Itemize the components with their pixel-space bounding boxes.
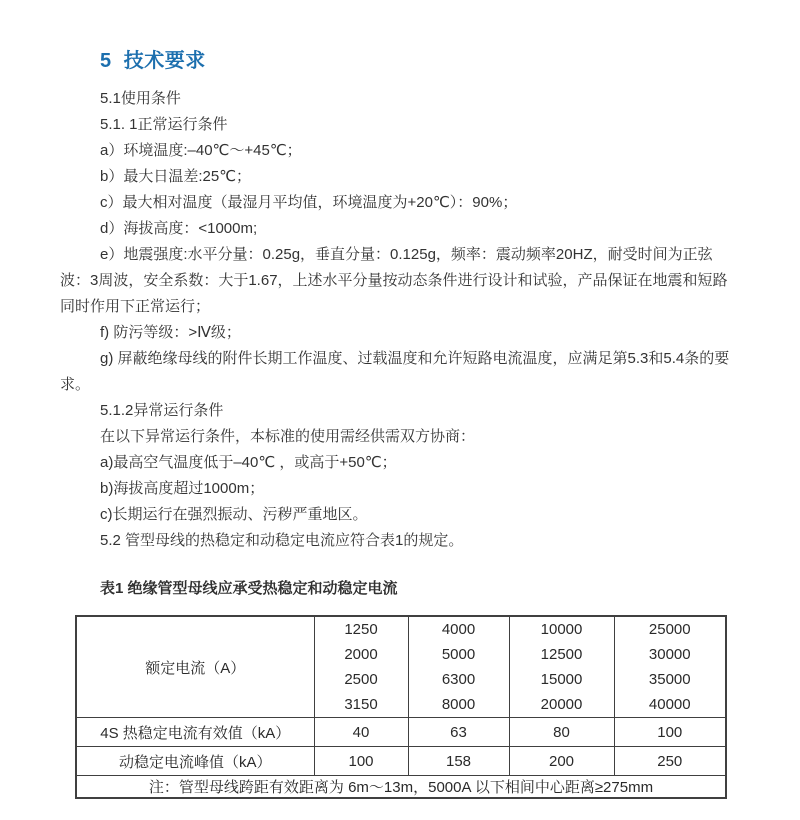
line-5-1: 5.1使用条件 (100, 90, 181, 107)
line-5-1-1: 5.1. 1正常运行条件 (100, 116, 228, 133)
rated-value: 3150 (344, 696, 378, 713)
rated-value: 2500 (344, 671, 378, 688)
rated-value: 5000 (441, 646, 476, 663)
line-5-1-2: 5.1.2异常运行条件 (100, 402, 224, 419)
cond-a: a）环境温度:–40℃～+45℃； (100, 142, 302, 159)
table-note: 注：管型母线跨距有效距离为 6m～13m，5000A 以下相间中心距离≥275mm (76, 776, 726, 799)
thermal-stability-row (76, 718, 726, 747)
rated-current-col-4 (614, 616, 726, 718)
rated-value: 30000 (648, 646, 691, 663)
thermal-value: 63 (408, 718, 509, 747)
abnormal-b: b)海拔高度超过1000m； (100, 480, 265, 497)
dynamic-stability-row (76, 747, 726, 776)
rated-current-col-1 (314, 616, 408, 718)
dynamic-value: 250 (614, 747, 726, 776)
thermal-value: 40 (314, 718, 408, 747)
rated-value: 6300 (441, 671, 476, 688)
table-caption: 表1 绝缘管型母线应承受热稳定和动稳定电流 (100, 580, 398, 597)
cond-f: f) 防污等级：>Ⅳ级； (100, 324, 241, 341)
dynamic-value: 200 (509, 747, 614, 776)
cond-c: c）最大相对温度（最湿月平均值，环境温度为+20℃）：90%； (100, 194, 518, 211)
rated-current-label: 额定电流（A） (76, 616, 314, 718)
thermal-value: 100 (614, 718, 726, 747)
rated-value: 4000 (441, 621, 476, 638)
section-title: 5 技术要求 (100, 50, 206, 72)
abnormal-intro: 在以下异常运行条件，本标准的使用需经供需双方协商： (100, 428, 476, 445)
abnormal-c: c)长期运行在强烈振动、污秽严重地区。 (100, 506, 368, 523)
cond-d: d）海拔高度：<1000m; (100, 220, 258, 237)
rated-value: 10000 (540, 621, 583, 638)
rated-value: 40000 (648, 696, 691, 713)
dynamic-stability-label: 动稳定电流峰值（kA） (76, 747, 314, 776)
rated-value: 2000 (344, 646, 378, 663)
rated-value: 25000 (648, 621, 691, 638)
rated-value: 1250 (344, 621, 378, 638)
line-5-2: 5.2 管型母线的热稳定和动稳定电流应符合表1的规定。 (100, 532, 464, 549)
dynamic-value: 100 (314, 747, 408, 776)
current-spec-table (75, 615, 727, 799)
dynamic-value: 158 (408, 747, 509, 776)
rated-value: 15000 (540, 671, 583, 688)
thermal-stability-label: 4S 热稳定电流有效值（kA） (76, 718, 314, 747)
cond-e: e）地震强度:水平分量：0.25g，垂直分量：0.125g，频率：震动频率20HZ，耐受时间为正弦波：3周波，安全系数：大于1.67，上述水平分量按动态条件进行设计和试验，产品保证在地震和短路同时作用下正常运行； (60, 246, 728, 315)
rated-value: 8000 (441, 696, 476, 713)
note-row (76, 776, 726, 799)
rated-value: 12500 (540, 646, 583, 663)
rated-value: 35000 (648, 671, 691, 688)
rated-current-col-3 (509, 616, 614, 718)
rated-current-row (76, 616, 726, 718)
abnormal-a: a)最高空气温度低于–40℃ ，或高于+50℃； (100, 454, 397, 471)
cond-g: g) 屏蔽绝缘母线的附件长期工作温度、过载温度和允许短路电流温度，应满足第5.3和5.4条的要求。 (60, 350, 730, 393)
rated-value: 20000 (540, 696, 583, 713)
rated-current-col-2 (408, 616, 509, 718)
cond-b: b）最大日温差:25℃； (100, 168, 252, 185)
thermal-value: 80 (509, 718, 614, 747)
